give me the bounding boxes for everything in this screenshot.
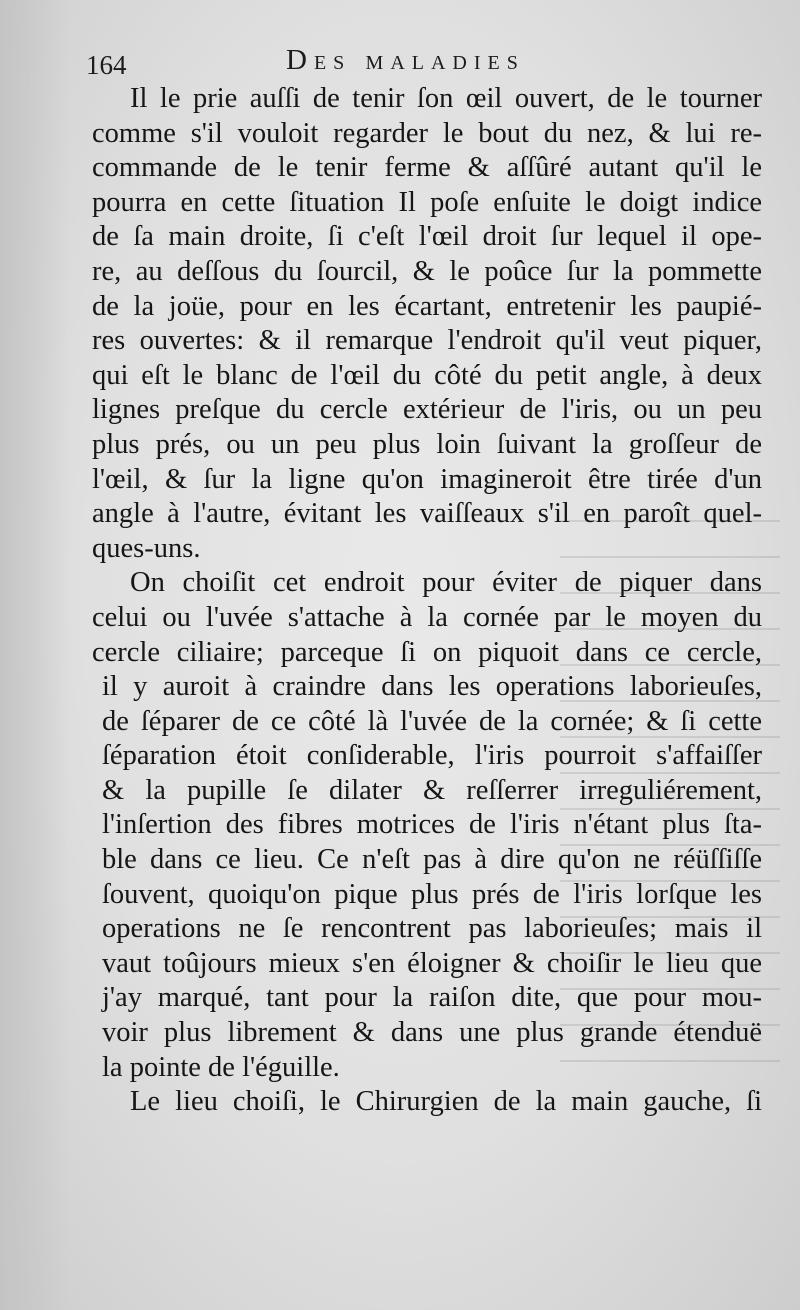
- text-line: angle à l'autre, évitant les vaiſſeaux s'il en paroît quel-: [92, 498, 762, 530]
- text-line: ſouvent, quoiqu'on pique plus prés de l'iris lorſque les: [102, 878, 762, 910]
- text-line: plus prés, ou un peu plus loin ſuivant la groſſeur de: [92, 428, 762, 460]
- text-line: & la pupille ſe dilater & reſſerrer irreguliérement,: [102, 774, 762, 806]
- text-line: cercle ciliaire; parceque ſi on piquoit dans ce cercle,: [92, 636, 762, 668]
- text-line: il y auroit à craindre dans les operations laborieuſes,: [102, 671, 762, 703]
- page-gutter-shadow: [0, 0, 70, 1310]
- paragraph-3: [92, 1085, 762, 1120]
- text-line: re, au deſſous du ſourcil, & le poûce ſur la pommette: [92, 255, 762, 287]
- running-head: [86, 44, 766, 84]
- text-line: j'ay marqué, tant pour la raiſon dite, que pour mou-: [102, 982, 762, 1014]
- paragraph-2: [92, 566, 762, 1085]
- text-line: vaut toûjours mieux s'en éloigner & choiſir le lieu que: [102, 947, 762, 979]
- page-number: 164: [86, 50, 127, 80]
- text-line: l'inſertion des fibres motrices de l'iris n'étant plus ſta-: [102, 809, 762, 841]
- text-line: de la joüe, pour en les écartant, entretenir les paupié-: [92, 290, 762, 322]
- text-line: Le lieu choiſi, le Chirurgien de la main gauche, ſi: [130, 1086, 762, 1118]
- text-line: lignes preſque du cercle extérieur de l'iris, ou un peu: [92, 394, 762, 426]
- text-line: celui ou l'uvée s'attache à la cornée par le moyen du: [92, 601, 762, 633]
- paragraph-1: [92, 82, 762, 566]
- text-line: ble dans ce lieu. Ce n'eſt pas à dire qu'on ne réüſſiſſe: [102, 844, 762, 876]
- text-line: voir plus librement & dans une plus grande étenduë: [102, 1017, 762, 1049]
- text-line: ſéparation étoit conſiderable, l'iris pourroit s'affaiſſer: [102, 740, 762, 772]
- text-line: la pointe de l'éguille.: [102, 1051, 340, 1083]
- body-text: [92, 82, 762, 1120]
- text-line: comme s'il vouloit regarder le bout du nez, & lui re-: [92, 117, 762, 149]
- text-line: On choiſit cet endroit pour éviter de piquer dans: [130, 567, 762, 599]
- text-line: de ſéparer de ce côté là l'uvée de la cornée; & ſi cette: [102, 705, 762, 737]
- text-line: l'œil, & ſur la ligne qu'on imagineroit être tirée d'un: [92, 463, 762, 495]
- text-line: de ſa main droite, ſi c'eſt l'œil droit ſur lequel il ope-: [92, 221, 762, 253]
- text-line: pourra en cette ſituation Il poſe enſuite le doigt indice: [92, 186, 762, 218]
- text-line: commande de le tenir ferme & aſſûré autant qu'il le: [92, 152, 762, 184]
- text-line: Il le prie auſſi de tenir ſon œil ouvert, de le tourner: [130, 83, 762, 114]
- text-line: operations ne ſe rencontrent pas laborieuſes; mais il: [102, 913, 762, 945]
- running-head-title: Des maladies: [286, 44, 525, 76]
- text-line: ques-uns.: [92, 532, 201, 564]
- text-line: res ouvertes: & il remarque l'endroit qu'il veut piquer,: [92, 325, 762, 357]
- text-line: qui eſt le blanc de l'œil du côté du petit angle, à deux: [92, 359, 762, 391]
